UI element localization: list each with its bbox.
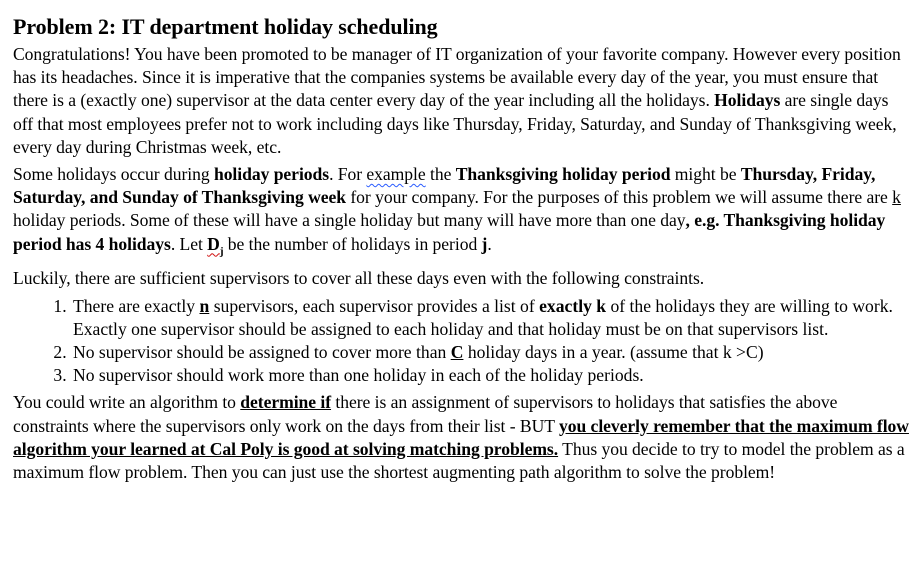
- hp-text-1: Some holidays occur during: [13, 164, 214, 185]
- c2-text-2: holiday days in a year. (assume that k >C): [463, 341, 764, 362]
- c2-text-1: No supervisor should be assigned to cover more than: [73, 341, 451, 362]
- exactly-k-term: exactly k: [539, 295, 607, 316]
- c1-text-3: of the holidays they are willing to work. Exactly one supervisor should be assigned to each holiday and that holiday must be on that supervisors list.: [73, 295, 893, 339]
- intro-text-2: are single days off that most employees prefer not to work including days like Thursday, Friday, Saturday, and Sunday of Thanksgiving week, every day during Christmas week, etc.: [13, 90, 897, 157]
- hp-text-6: holiday periods. Some of these will have a single holiday but many will have more than one day: [13, 210, 686, 231]
- conc-text-2: there is an assignment of supervisors to holidays that satisfies the above constraints where the supervisors only work on the days from their list - BUT: [13, 392, 838, 436]
- c-variable: C: [450, 341, 464, 362]
- constraint-2: [71, 341, 912, 364]
- hp-text-7: . Let: [170, 233, 208, 254]
- example-spellcheck-word: example: [366, 164, 426, 185]
- hp-text-5: for your company. For the purposes of this problem we will assume there are: [346, 187, 893, 208]
- thanksgiving-days-term: Thursday, Friday, Saturday, and Sunday of Thanksgiving week: [13, 164, 876, 208]
- max-flow-remark: you cleverly remember that the maximum flow algorithm your learned at Cal Poly is good at solving matching problems.: [13, 415, 909, 459]
- dj-variable: $D_j$: [207, 233, 224, 258]
- thanksgiving-4-holidays: , e.g. Thanksgiving holiday period has 4 holidays: [13, 210, 886, 254]
- hp-text-2: . For: [329, 164, 367, 185]
- hp-text-4: might be: [670, 164, 741, 185]
- problem-title: Problem 2: IT department holiday scheduling: [13, 14, 438, 39]
- intro-text-1: Congratulations! You have been promoted to be manager of IT organization of your favorite company. However every position has its headaches. Since it is imperative that the companies systems be available every day of the year, you must ensure that there is a (exactly one) supervisor at the data center every day of the year including all the holidays.: [13, 44, 901, 111]
- intro-paragraph: [13, 43, 912, 159]
- c1-text-2: supervisors, each supervisor provides a list of: [209, 295, 540, 316]
- hp-text-8: be the number of holidays in period: [223, 233, 482, 254]
- hp-text-9: .: [487, 233, 492, 254]
- constraint-3: 3. No supervisor should work more than one holiday in each of the holiday periods.: [71, 364, 912, 387]
- thanksgiving-period-term: Thanksgiving holiday period: [455, 164, 671, 185]
- constraints-intro: Luckily, there are sufficient supervisors to cover all these days even with the following constraints.: [13, 268, 705, 289]
- conc-text-1: You could write an algorithm to: [13, 392, 241, 413]
- conclusion-paragraph: [13, 391, 912, 484]
- constraint-1: [71, 295, 912, 341]
- constraints-list: [13, 295, 912, 388]
- conc-text-3: Thus you decide to try to model the problem as a maximum flow problem. Then you can just use the shortest augmenting path algorithm to solve the problem!: [13, 438, 905, 482]
- k-variable: k: [892, 187, 901, 208]
- hp-text-3: the: [425, 164, 456, 185]
- holiday-periods-paragraph: [13, 163, 912, 263]
- j-variable: j: [481, 233, 488, 254]
- n-variable: n: [199, 295, 210, 316]
- c1-text-1: There are exactly: [73, 295, 200, 316]
- holiday-periods-term: holiday periods: [213, 164, 330, 185]
- holidays-term: Holidays: [714, 90, 781, 111]
- determine-if-term: determine if: [240, 392, 332, 413]
- dj-subscript: j: [219, 245, 224, 258]
